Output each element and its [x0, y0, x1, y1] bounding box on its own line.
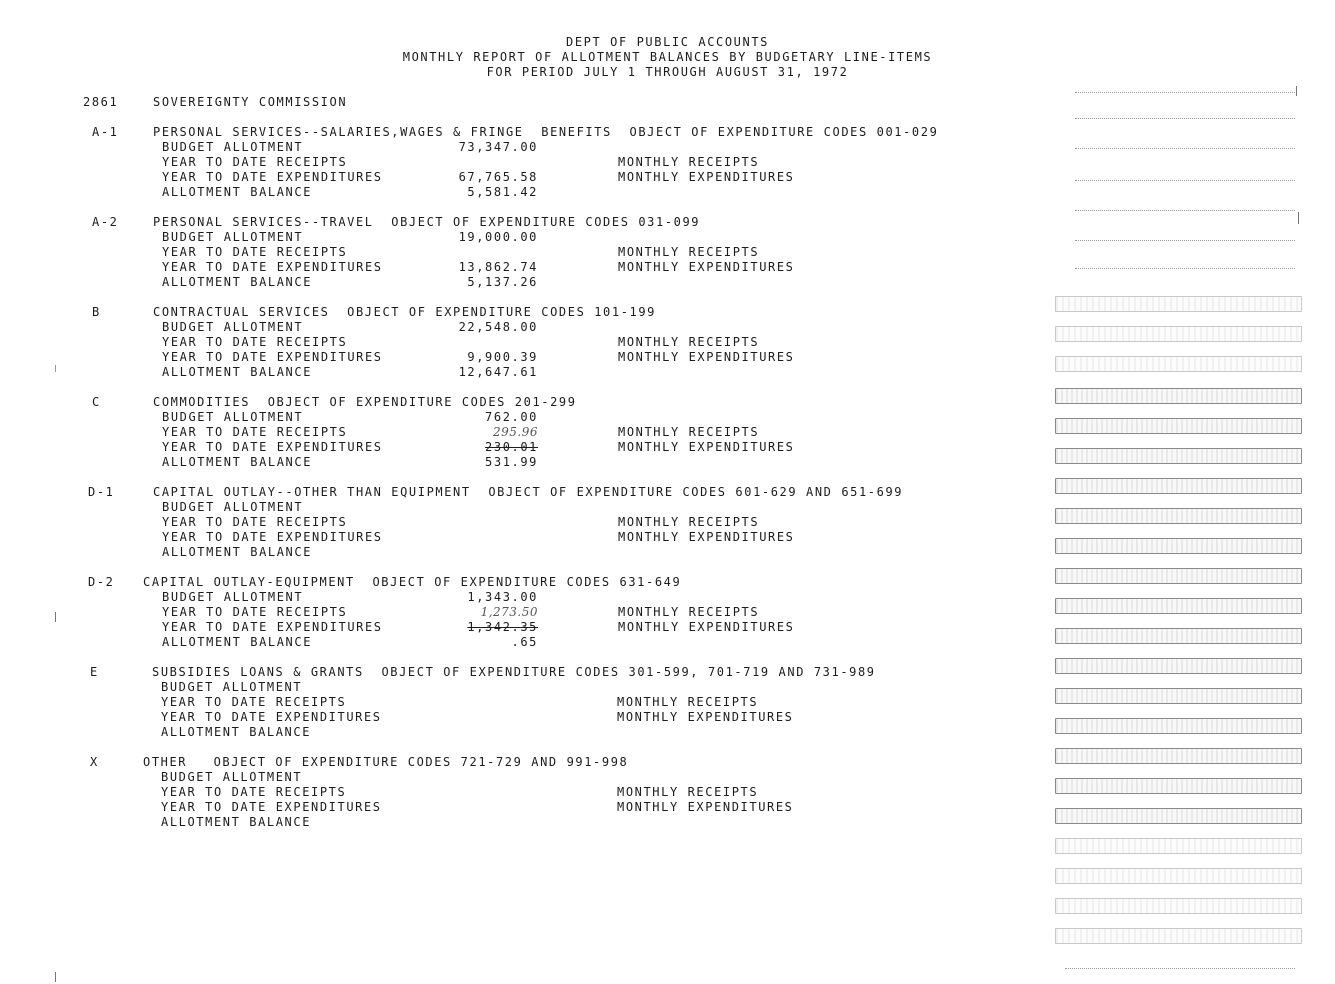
section-code: D-1 [88, 485, 115, 499]
section-code: B [92, 305, 101, 319]
ledger-dotted-line [1075, 118, 1295, 120]
margin-tick [1296, 86, 1297, 96]
ledger-row [1055, 808, 1302, 824]
ytd-receipts-label: YEAR TO DATE RECEIPTS [162, 605, 348, 619]
allotment-balance-label: ALLOTMENT BALANCE [162, 185, 313, 199]
margin-tick [1298, 212, 1299, 224]
budget-allotment-label: BUDGET ALLOTMENT [162, 140, 304, 154]
monthly-expenditures-label: MONTHLY EXPENDITURES [618, 170, 795, 184]
ytd-expenditures-label: YEAR TO DATE EXPENDITURES [162, 530, 383, 544]
ledger-row [1055, 568, 1302, 584]
section-code: A-2 [92, 215, 119, 229]
ledger-dotted-line [1075, 148, 1295, 150]
ytd-receipts-label: YEAR TO DATE RECEIPTS [162, 425, 348, 439]
budget-allotment-value: 1,343.00 [467, 590, 538, 604]
ledger-dotted-line [1075, 210, 1295, 212]
ytd-receipts-label: YEAR TO DATE RECEIPTS [161, 785, 347, 799]
ytd-receipts-label: YEAR TO DATE RECEIPTS [162, 515, 348, 529]
monthly-expenditures-label: MONTHLY EXPENDITURES [618, 620, 795, 634]
ytd-receipts-label: YEAR TO DATE RECEIPTS [162, 335, 348, 349]
ledger-row [1055, 928, 1302, 944]
allotment-balance-label: ALLOTMENT BALANCE [162, 455, 313, 469]
allotment-balance-value: .65 [511, 635, 538, 649]
ytd-expenditures-label: YEAR TO DATE EXPENDITURES [162, 170, 383, 184]
ledger-dotted-line [1075, 268, 1295, 270]
ledger-row [1055, 868, 1302, 884]
ledger-row [1055, 838, 1302, 854]
section-title: SUBSIDIES LOANS & GRANTS OBJECT OF EXPENDITURE CODES 301-599, 701-719 AND 731-989 [152, 665, 876, 679]
ledger-row [1055, 418, 1302, 434]
monthly-expenditures-label: MONTHLY EXPENDITURES [618, 350, 795, 364]
monthly-receipts-label: MONTHLY RECEIPTS [618, 335, 760, 349]
ledger-row [1055, 718, 1302, 734]
ytd-receipts-label: YEAR TO DATE RECEIPTS [162, 155, 348, 169]
ledger-row [1055, 598, 1302, 614]
allotment-balance-label: ALLOTMENT BALANCE [162, 545, 313, 559]
budget-allotment-label: BUDGET ALLOTMENT [162, 320, 304, 334]
budget-allotment-label: BUDGET ALLOTMENT [161, 770, 303, 784]
budget-allotment-label: BUDGET ALLOTMENT [162, 590, 304, 604]
allotment-balance-value: 5,581.42 [467, 185, 538, 199]
ledger-dotted-line [1065, 968, 1295, 970]
ytd-expenditures-value: 13,862.74 [458, 260, 538, 274]
ytd-expenditures-value: 67,765.58 [458, 170, 538, 184]
allotment-balance-label: ALLOTMENT BALANCE [162, 275, 313, 289]
section-code: C [92, 395, 101, 409]
ledger-row [1055, 388, 1302, 404]
monthly-expenditures-label: MONTHLY EXPENDITURES [617, 710, 794, 724]
report-title: MONTHLY REPORT OF ALLOTMENT BALANCES BY BUDGETARY LINE-ITEMS [402, 50, 933, 64]
ledger-row [1055, 448, 1302, 464]
section-code: A-1 [92, 125, 119, 139]
ledger-row [1055, 778, 1302, 794]
ledger-row [1055, 478, 1302, 494]
ytd-receipts-label: YEAR TO DATE RECEIPTS [162, 245, 348, 259]
allotment-balance-label: ALLOTMENT BALANCE [162, 365, 313, 379]
report-dept-title: DEPT OF PUBLIC ACCOUNTS [566, 35, 769, 49]
monthly-expenditures-label: MONTHLY EXPENDITURES [618, 440, 795, 454]
monthly-expenditures-label: MONTHLY EXPENDITURES [617, 800, 794, 814]
ytd-expenditures-label: YEAR TO DATE EXPENDITURES [162, 350, 383, 364]
ytd-expenditures-label: YEAR TO DATE EXPENDITURES [162, 260, 383, 274]
budget-allotment-value: 762.00 [485, 410, 538, 424]
agency-code: 2861 [83, 95, 119, 109]
section-title: CAPITAL OUTLAY-EQUIPMENT OBJECT OF EXPENDITURE CODES 631-649 [143, 575, 682, 589]
report-period: FOR PERIOD JULY 1 THROUGH AUGUST 31, 1972 [486, 65, 849, 79]
section-title: CAPITAL OUTLAY--OTHER THAN EQUIPMENT OBJECT OF EXPENDITURE CODES 601-629 AND 651-699 [153, 485, 904, 499]
ledger-row [1055, 296, 1302, 312]
monthly-receipts-label: MONTHLY RECEIPTS [618, 155, 760, 169]
budget-allotment-value: 19,000.00 [458, 230, 538, 244]
ytd-receipts-handwritten: 1,273.50 [480, 605, 538, 619]
budget-allotment-value: 22,548.00 [458, 320, 538, 334]
ledger-row [1055, 326, 1302, 342]
section-code: D-2 [88, 575, 115, 589]
section-title: PERSONAL SERVICES--TRAVEL OBJECT OF EXPENDITURE CODES 031-099 [153, 215, 701, 229]
monthly-receipts-label: MONTHLY RECEIPTS [617, 785, 759, 799]
ledger-row [1055, 688, 1302, 704]
ytd-expenditures-value: 9,900.39 [467, 350, 538, 364]
ledger-dotted-line [1075, 240, 1295, 242]
monthly-expenditures-label: MONTHLY EXPENDITURES [618, 260, 795, 274]
monthly-receipts-label: MONTHLY RECEIPTS [618, 605, 760, 619]
budget-allotment-label: BUDGET ALLOTMENT [162, 230, 304, 244]
scan-speck [55, 365, 56, 372]
section-title: COMMODITIES OBJECT OF EXPENDITURE CODES 201-299 [153, 395, 577, 409]
budget-allotment-label: BUDGET ALLOTMENT [161, 680, 303, 694]
section-code: X [90, 755, 99, 769]
monthly-receipts-label: MONTHLY RECEIPTS [618, 515, 760, 529]
section-title: OTHER OBJECT OF EXPENDITURE CODES 721-729 AND 991-998 [143, 755, 629, 769]
ledger-row [1055, 628, 1302, 644]
allotment-balance-label: ALLOTMENT BALANCE [161, 725, 312, 739]
allotment-balance-value: 12,647.61 [458, 365, 538, 379]
ytd-expenditures-value: 1,342.35 [467, 620, 538, 634]
monthly-receipts-label: MONTHLY RECEIPTS [618, 245, 760, 259]
allotment-balance-label: ALLOTMENT BALANCE [161, 815, 312, 829]
ledger-row [1055, 898, 1302, 914]
section-code: E [90, 665, 99, 679]
ledger-row [1055, 538, 1302, 554]
agency-name: SOVEREIGNTY COMMISSION [153, 95, 348, 109]
ledger-row [1055, 508, 1302, 524]
monthly-receipts-label: MONTHLY RECEIPTS [618, 425, 760, 439]
ledger-dotted-line [1075, 92, 1295, 94]
monthly-expenditures-label: MONTHLY EXPENDITURES [618, 530, 795, 544]
ytd-receipts-handwritten: 295.96 [493, 425, 538, 439]
scan-speck [55, 612, 56, 622]
ytd-expenditures-label: YEAR TO DATE EXPENDITURES [161, 710, 382, 724]
scan-speck [55, 972, 56, 982]
ytd-expenditures-label: YEAR TO DATE EXPENDITURES [162, 620, 383, 634]
ledger-row [1055, 658, 1302, 674]
budget-allotment-value: 73,347.00 [458, 140, 538, 154]
allotment-balance-label: ALLOTMENT BALANCE [162, 635, 313, 649]
ytd-expenditures-label: YEAR TO DATE EXPENDITURES [162, 440, 383, 454]
section-title: CONTRACTUAL SERVICES OBJECT OF EXPENDITURE CODES 101-199 [153, 305, 657, 319]
budget-allotment-label: BUDGET ALLOTMENT [162, 500, 304, 514]
ledger-row [1055, 748, 1302, 764]
ledger-row [1055, 356, 1302, 372]
ledger-dotted-line [1075, 180, 1295, 182]
budget-allotment-label: BUDGET ALLOTMENT [162, 410, 304, 424]
ytd-expenditures-label: YEAR TO DATE EXPENDITURES [161, 800, 382, 814]
monthly-receipts-label: MONTHLY RECEIPTS [617, 695, 759, 709]
allotment-balance-value: 531.99 [485, 455, 538, 469]
allotment-balance-value: 5,137.26 [467, 275, 538, 289]
section-title: PERSONAL SERVICES--SALARIES,WAGES & FRINGE BENEFITS OBJECT OF EXPENDITURE CODES 001-029 [153, 125, 939, 139]
ytd-receipts-label: YEAR TO DATE RECEIPTS [161, 695, 347, 709]
ytd-expenditures-value: 230.01 [485, 440, 538, 454]
